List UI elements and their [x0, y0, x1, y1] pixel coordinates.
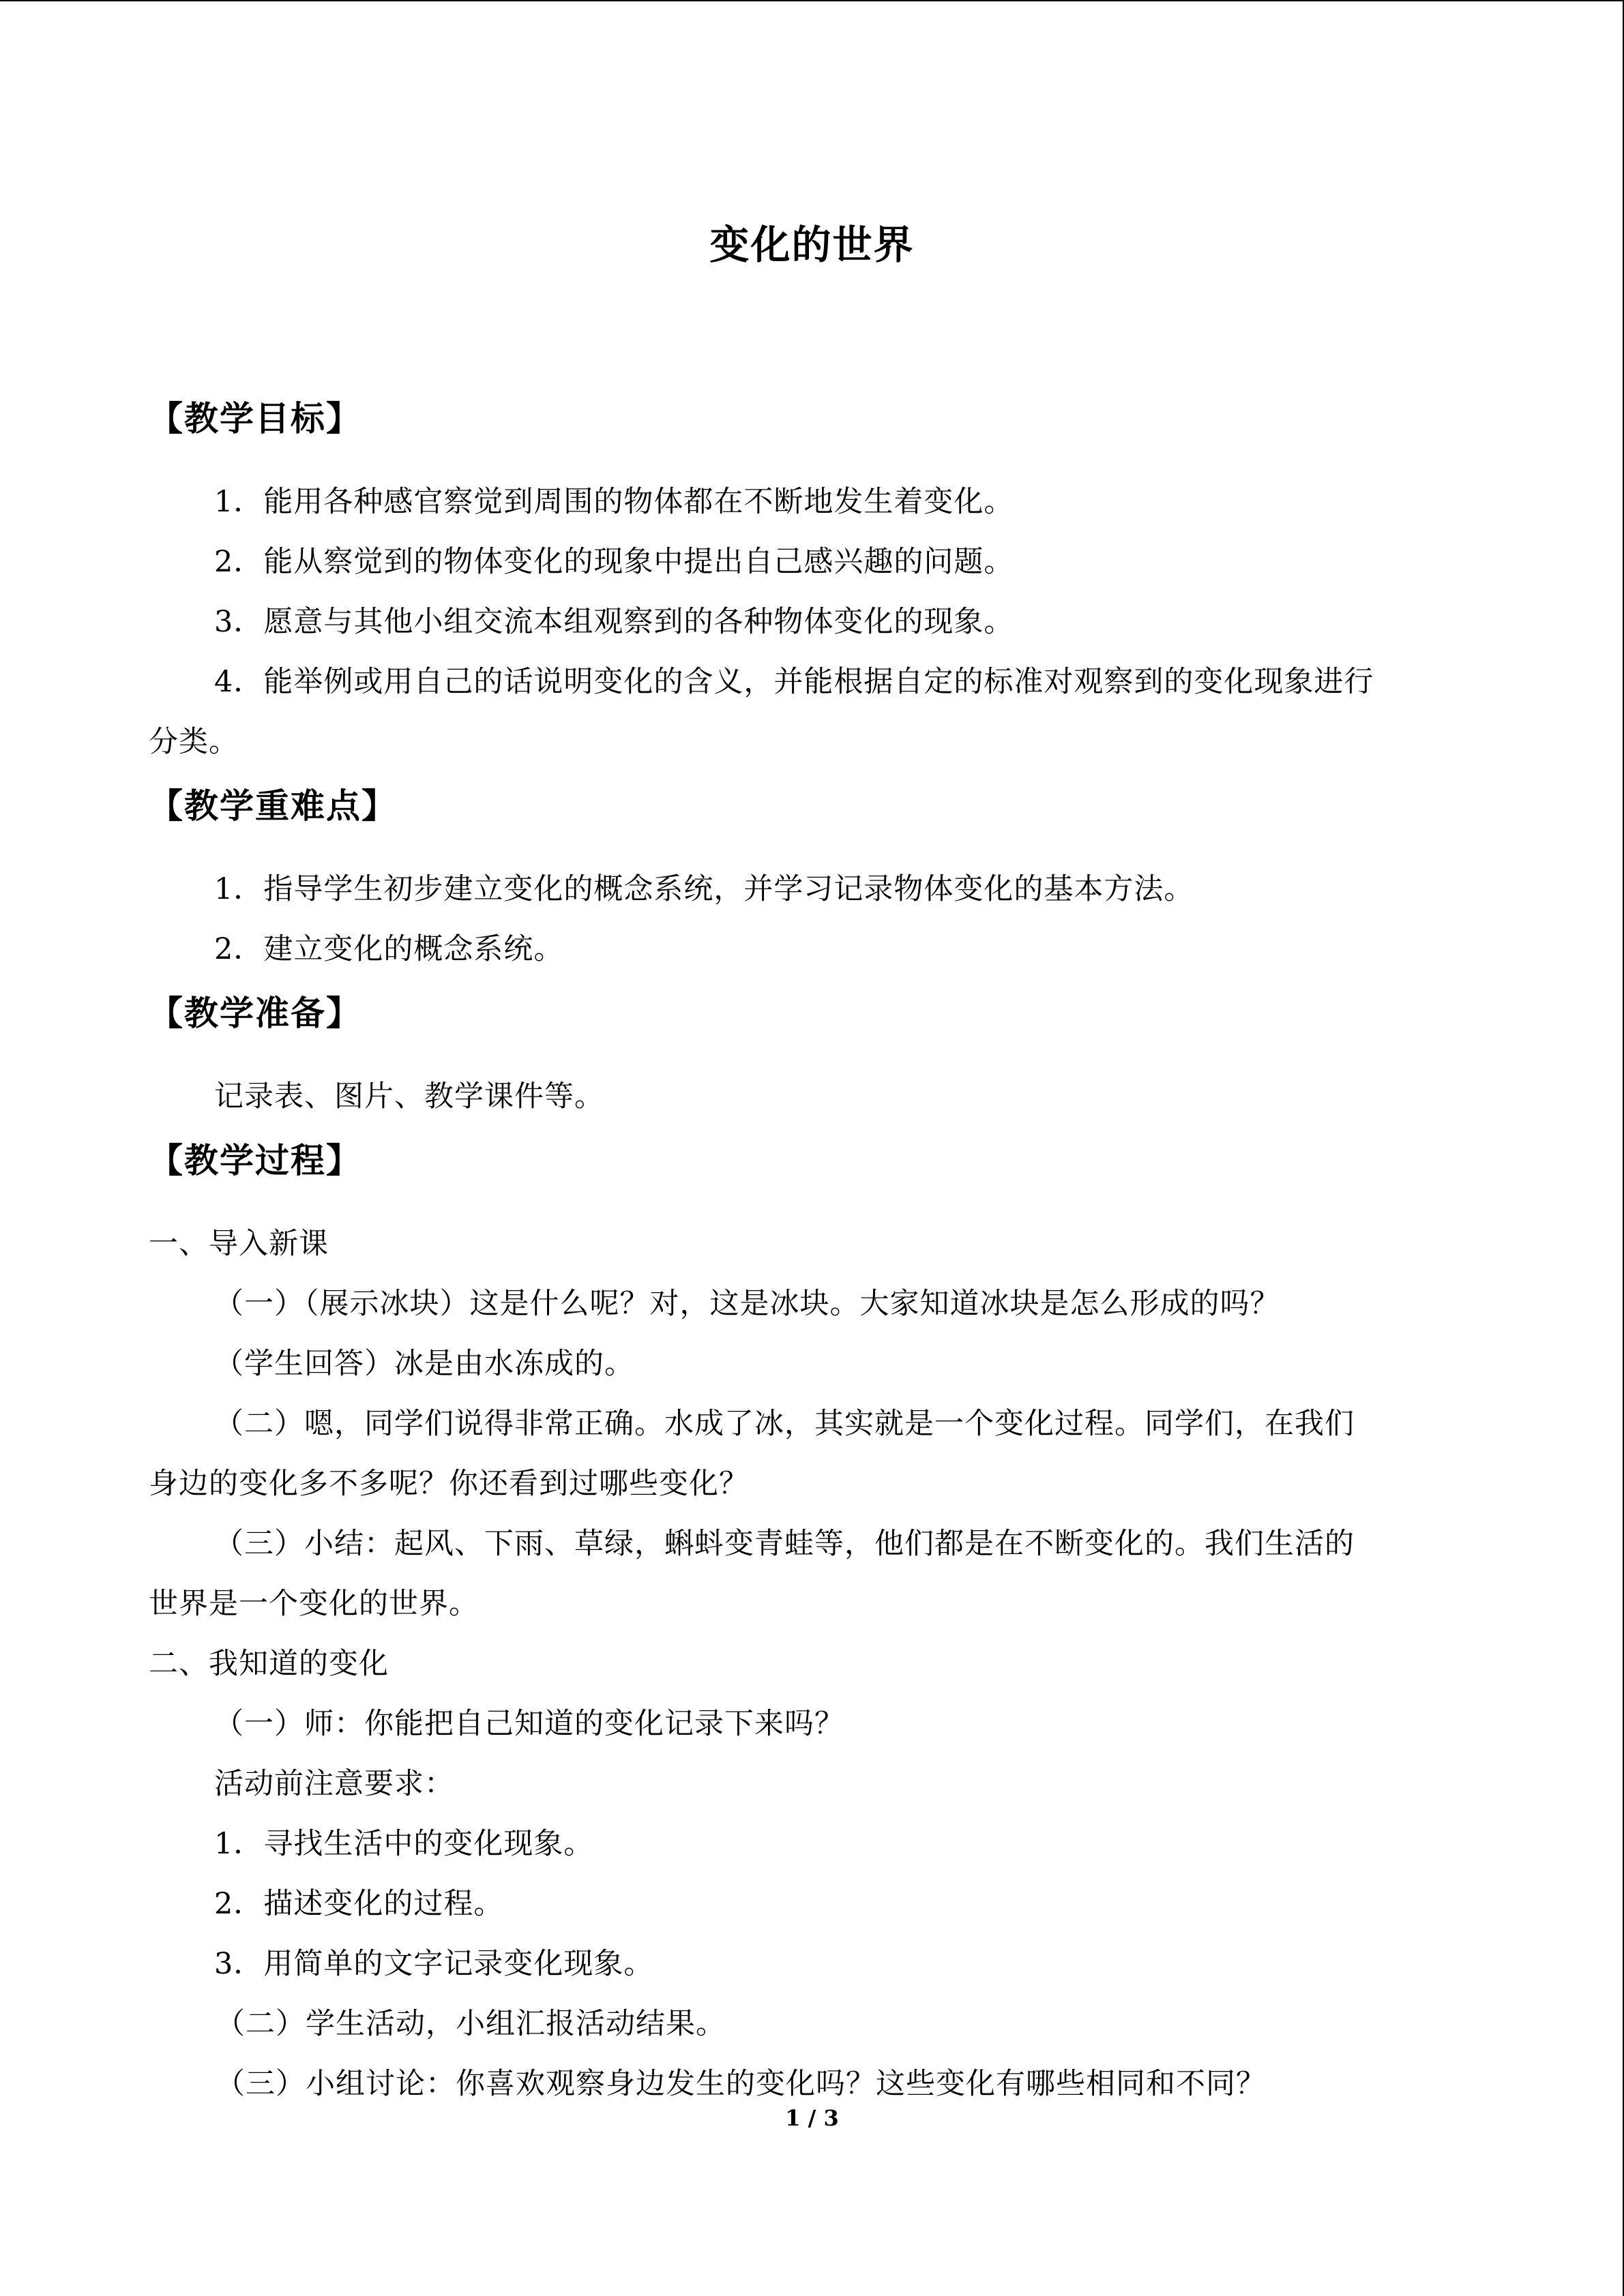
process-line: 活动前注意要求： — [214, 1767, 454, 1801]
process-line-continuation: 身边的变化多不多呢？你还看到过哪些变化？ — [149, 1467, 749, 1501]
section-heading-objectives: 【教学目标】 — [149, 399, 361, 438]
process-line: 1．寻找生活中的变化现象。 — [214, 1827, 594, 1861]
process-part-title: 二、我知道的变化 — [149, 1647, 389, 1681]
process-line: （一）（展示冰块）这是什么呢？对，这是冰块。大家知道冰块是怎么形成的吗？ — [214, 1287, 1280, 1321]
page-number: 1 / 3 — [785, 2105, 839, 2131]
process-line: （三）小结：起风、下雨、草绿，蝌蚪变青蛙等，他们都是在不断变化的。我们生活的 — [214, 1527, 1355, 1561]
process-line: （一）师：你能把自己知道的变化记录下来吗？ — [214, 1707, 844, 1741]
process-line: （学生回答）冰是由水冻成的。 — [214, 1347, 634, 1381]
objective-item: 1．能用各种感官察觉到周围的物体都在不断地发生着变化。 — [214, 485, 1014, 519]
process-line: 2．描述变化的过程。 — [214, 1887, 504, 1921]
process-part-title: 一、导入新课 — [149, 1227, 329, 1261]
objective-item: 2．能从察觉到的物体变化的现象中提出自己感兴趣的问题。 — [214, 545, 1014, 579]
key-point-item: 1．指导学生初步建立变化的概念系统，并学习记录物体变化的基本方法。 — [214, 872, 1194, 906]
objective-item: 3．愿意与其他小组交流本组观察到的各种物体变化的现象。 — [214, 605, 1014, 639]
process-line: （三）小组讨论：你喜欢观察身边发生的变化吗？这些变化有哪些相同和不同？ — [216, 2067, 1266, 2101]
objective-item-continuation: 分类。 — [149, 725, 239, 759]
process-line: （二）嗯，同学们说得非常正确。水成了冰，其实就是一个变化过程。同学们，在我们 — [214, 1407, 1355, 1441]
section-heading-preparation: 【教学准备】 — [149, 994, 361, 1033]
section-heading-key-points: 【教学重难点】 — [149, 786, 397, 826]
process-line: 3．用简单的文字记录变化现象。 — [214, 1947, 654, 1981]
key-point-item: 2．建立变化的概念系统。 — [214, 932, 564, 966]
objective-item: 4．能举例或用自己的话说明变化的含义，并能根据自定的标准对观察到的变化现象进行 — [214, 665, 1374, 699]
preparation-text: 记录表、图片、教学课件等。 — [214, 1079, 604, 1114]
process-line: （二）学生活动，小组汇报活动结果。 — [216, 2007, 726, 2041]
section-heading-process: 【教学过程】 — [149, 1141, 361, 1180]
process-line-continuation: 世界是一个变化的世界。 — [149, 1587, 479, 1621]
document-title: 变化的世界 — [709, 222, 915, 268]
